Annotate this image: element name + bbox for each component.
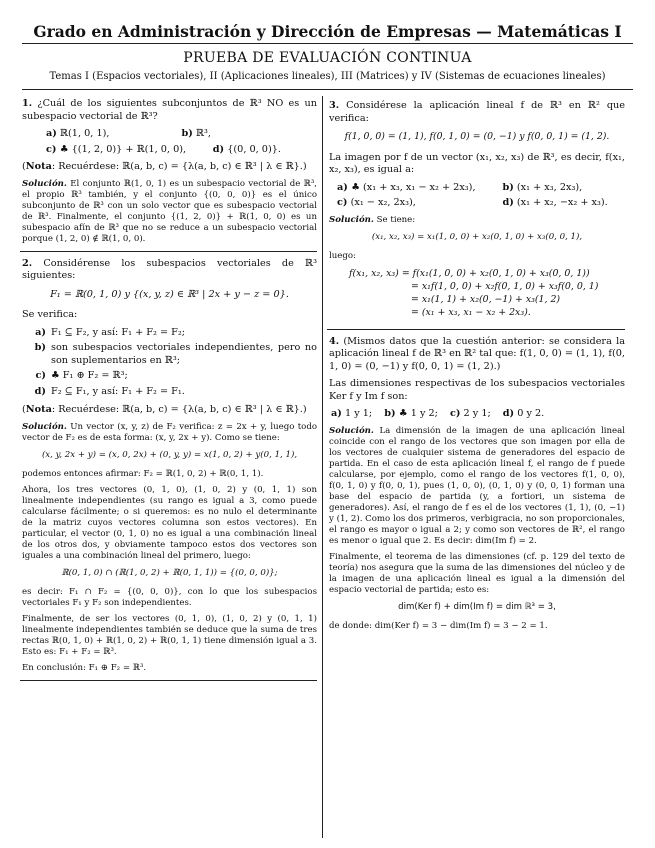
option-d: d) {(0, 0, 0)}. xyxy=(212,143,281,155)
option-c: c) ♣ F₁ ⊕ F₂ = ℝ³; xyxy=(35,370,128,381)
column-divider xyxy=(322,96,323,838)
option-b: b) son subespacios vectoriales independientes, pero no son suplementarios en ℝ³; xyxy=(34,342,317,366)
question-3-solution: Solución. Se tiene: (x₁, x₂, x₃) = x₁(1, 0, 0) + x₂(0, 1, 0) + x₃(0, 0, 1), luego: f(x₁, x₂, x₃) = f(x₁(1, 0, 0) + x₂(0, 1, 0) + x₃(0, 0, 1)) = x₁f(1, 0, 0) + x₂f(0, 1, 0) + x₃f(0, 0, 1) = x₁(1, 1) + x₂(0, −1) + x₃(1, 2) = (x₁ + x₃, x₁ − x₂ + 2x₃). xyxy=(329,215,625,319)
question-2 xyxy=(22,258,317,674)
section-rule xyxy=(20,251,317,252)
solution-3-eq1: (x₁, x₂, x₃) = x₁(1, 0, 0) + x₂(0, 1, 0) + x₃(0, 0, 1), xyxy=(371,231,583,242)
question-1 xyxy=(22,98,317,245)
question-3-options xyxy=(337,182,625,210)
topics-line: Temas I (Espacios vectoriales), II (Aplicaciones lineales), III (Matrices) y IV (Sistemas de ecuaciones lineales) xyxy=(49,71,606,82)
question-3-text-2: La imagen por f de un vector (x₁, x₂, x₃) de ℝ³, es decir, f(x₁, x₂, x₃), es igual a: xyxy=(329,151,625,175)
question-4-options xyxy=(331,408,625,421)
document-subtitle: PRUEBA DE EVALUACIÓN CONTINUA xyxy=(183,50,472,66)
question-4-solution: Solución. La dimensión de la imagen de una aplicación lineal coincide con el rango de los vectores que son imagen por ella de los vectores de cualquier sistema de generadores del espacio de partida. En el caso de esta aplicación lineal f, el rango de f puede calcularse, por ejemplo, como el rango de los vectores f(1, 0, 0), f(0, 1, 0) y f(0, 0, 1), pues (1, 0, 0), (0, 1, 0) y (0, 0, 1) forman una base del espacio de partida (y, a fortiori, un sistema de generadores). Así, el rango de f es el de los vectores (1, 1), (0, −1) y (1, 2). Como los dos primeros, verbigracia, no son proporcionales, el rango es mayor o igual a 2; y como son vectores de ℝ², el rango es menor o igual que 2. Es decir: dim(Im f) = 2. Finalmente, el teorema de las dimensiones (cf. p. 129 del texto de teoría) nos asegura que la suma de las dimensiones del núcleo y de la imagen de una aplicación lineal es igual a la dimensión del espacio vectorial de partida; esto es: dim(Ker f) + dim(Im f) = dim ℝ³ = 3, de donde: dim(Ker f) = 3 − dim(Im f) = 3 − 2 = 1. xyxy=(329,425,626,631)
question-2-solution: Solución. Un vector (x, y, z) de F₂ verifica: z = 2x + y, luego todo vector de F₂ es de esta forma: (x, y, 2x + y). Como se tiene: (x, y, 2x + y) = (x, 0, 2x) + (0, y, y) = x(1, 0, 2) + y(0, 1, 1), podemos entonces afirmar: F₂ = ℝ(1, 0, 2) + ℝ(0, 1, 1). Ahora, los tres vectores (0, 1, 0), (1, 0, 2) y (0, 1, 1) son linealmente independientes (su rango es igual a 3, como puede calcularse fácilmente; o si queremos: es no nulo el determinante de la matriz cuyos vectores columna son estos vectores). En particular, el vector (0, 1, 0) no es igual a una combinación lineal de los otros dos, y obviamente tampoco estos dos vectores son iguales a una combinación lineal del primero, luego: ℝ(0, 1, 0) ∩ (ℝ(1, 0, 2) + ℝ(0, 1, 1)) = {(0, 0, 0)}; es decir: F₁ ∩ F₂ = {(0, 0, 0)}, con lo que los subespacios vectoriales F₁ y F₂ son independientes. Finalmente, de ser los vectores (0, 1, 0), (1, 0, 2) y (0, 1, 1) linealmente independientes también se deduce que la suma de tres rectas ℝ(0, 1, 0) + ℝ(1, 0, 2) + ℝ(0, 1, 1) tiene dimensión igual a 3. Esto es: F₁ + F₂ = ℝ³. En conclusión: F₁ ⊕ F₂ = ℝ³. xyxy=(22,421,318,673)
section-rule xyxy=(20,680,317,681)
question-1-text: 1. ¿Cuál de los siguientes subconjuntos de ℝ³ NO es un subespacio vectorial de ℝ³? xyxy=(22,98,317,122)
question-2-note: (Nota: Recuérdese: ℝ(a, b, c) = {λ(a, b, c) ∈ ℝ³ | λ ∈ ℝ}.) xyxy=(22,404,307,415)
right-column xyxy=(329,100,625,637)
solution-2-eq1: (x, y, 2x + y) = (x, 0, 2x) + (0, y, y) = x(1, 0, 2) + y(0, 1, 1), xyxy=(41,449,298,460)
option-a: a) ℝ(1, 0, 1), xyxy=(46,128,110,139)
question-4 xyxy=(329,336,625,632)
option-a: a) 1 y 1; xyxy=(331,408,373,419)
option-d: d) F₂ ⊆ F₁, y así: F₁ + F₂ = F₁. xyxy=(34,385,185,397)
document-title: Grado en Administración y Dirección de Empresas — Matemáticas I xyxy=(33,22,622,41)
solution-2-eq2: ℝ(0, 1, 0) ∩ (ℝ(1, 0, 2) + ℝ(0, 1, 1)) = {(0, 0, 0)}; xyxy=(61,567,278,578)
question-2-formula: F₁ = ℝ(0, 1, 0) y {(x, y, z) ∈ ℝ³ | 2x + y − z = 0}. xyxy=(50,288,289,300)
header-rule xyxy=(22,89,633,90)
question-3 xyxy=(329,100,625,319)
option-d: d) (x₁ + x₂, −x₂ + x₃). xyxy=(502,197,608,208)
solution-3-derivation: f(x₁, x₂, x₃) = f(x₁(1, 0, 0) + x₂(0, 1, 0) + x₃(0, 0, 1)) = x₁f(1, 0, 0) + x₂f(0, 1, 0) + x₃f(0, 0, 1) = x₁(1, 1) + x₂(0, −1) + x₃(1, 2) = (x₁ + x₃, x₁ − x₂ + 2x₃). xyxy=(349,267,599,318)
option-c: c) ♣ {(1, 2, 0)} + ℝ(1, 0, 0), xyxy=(46,143,187,155)
question-4-text: 4. (Mismos datos que la cuestión anterior: se considera la aplicación lineal f de ℝ³ en ℝ² tal que: f(1, 0, 0) = (1, 1), f(0, 1, 0) = (0, −1) y f(0, 0, 1) = (1, 2).) xyxy=(329,335,625,372)
option-c: c) 2 y 1; xyxy=(449,408,491,419)
question-1-solution: Solución. El conjunto ℝ(1, 0, 1) es un subespacio vectorial de ℝ³, el propio ℝ³ también, y el conjunto {(0, 0, 0)} es el único subconjunto de ℝ³ con un solo vector que es subespacio vectorial de ℝ³. Finalmente, el conjunto {(1, 2, 0)} + ℝ(1, 0, 0) es un subespacio afín de ℝ³ que no se reduce a un subespacio vectorial porque (1, 2, 0) ∉ ℝ(1, 0, 0). xyxy=(22,178,317,244)
question-1-options xyxy=(46,128,317,156)
title-rule xyxy=(22,43,633,44)
question-2-text: 2. Considérense los subespacios vectoriales de ℝ³ siguientes: xyxy=(22,257,317,281)
option-b: b) ♣ 1 y 2; xyxy=(384,408,438,419)
question-2-verifica: Se verifica: xyxy=(22,309,78,320)
option-a: a) ♣ (x₁ + x₃, x₁ − x₂ + 2x₃), xyxy=(337,181,476,193)
question-2-options xyxy=(22,327,317,399)
question-3-text: 3. Considérese la aplicación lineal f de ℝ³ en ℝ² que verifica: xyxy=(329,100,625,124)
solution-4-eq1: dim(Ker f) + dim(Im f) = dim ℝ³ = 3, xyxy=(398,601,556,612)
option-c: c) (x₁ − x₂, 2x₃), xyxy=(337,197,416,208)
question-3-formula: f(1, 0, 0) = (1, 1), f(0, 1, 0) = (0, −1) y f(0, 0, 1) = (1, 2). xyxy=(344,131,610,142)
option-b: b) ℝ³, xyxy=(181,128,211,139)
section-rule xyxy=(327,329,625,330)
option-d: d) 0 y 2. xyxy=(502,408,545,419)
question-1-note: (Nota: Recuérdese: ℝ(a, b, c) = {λ(a, b, c) ∈ ℝ³ | λ ∈ ℝ}.) xyxy=(22,161,307,172)
option-a: a) F₁ ⊆ F₂, y así: F₁ + F₂ = F₂; xyxy=(35,326,186,338)
option-b: b) (x₁ + x₃, 2x₃), xyxy=(502,181,583,193)
left-column xyxy=(22,98,317,687)
question-4-text-2: Las dimensiones respectivas de los subespacios vectoriales Ker f y Im f son: xyxy=(329,378,625,402)
